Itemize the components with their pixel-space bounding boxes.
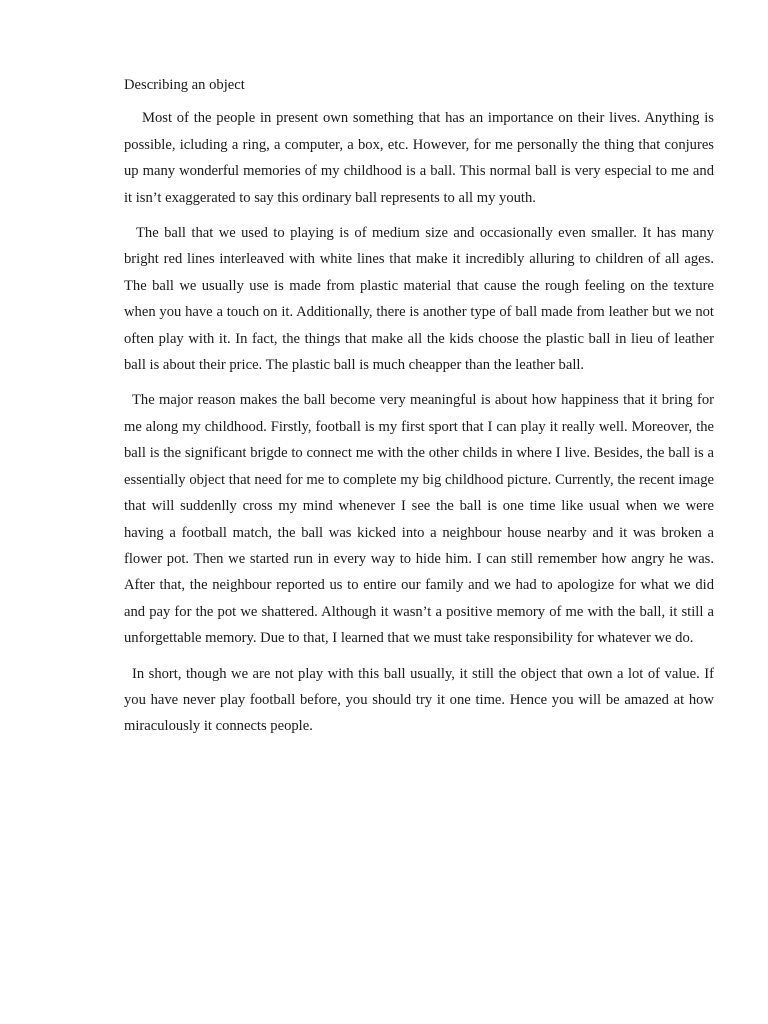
document-title: Describing an object xyxy=(124,77,245,93)
document-page xyxy=(124,72,714,749)
paragraph-memories: The major reason makes the ball become very meaningful is about how happiness that it bring for me along my childhood. Firstly, football is my first sport that I can play it really well. Moreover, the ball is the significant brigde to connect me with the other childs in where I live. Besides, the ball is a essentially object that need for me to complete my big childhood picture. Currently, the recent image that will suddenlly cross my mind whenever I see the ball is one time like usual when we were having a football match, the ball was kicked into a neighbour house nearby and it was broken a flower pot. Then we started run in every way to hide him. I can still remember how angry he was. After that, the neighbour reported us to entire our family and we had to apologize for what we did and pay for the pot we shattered. Although it wasn’t a positive memory of me with the ball, it still a unforgettable memory. Due to that, I learned that we must take responsibility for whatever we do. xyxy=(124,392,714,647)
paragraph-introduction: Most of the people in present own something that has an importance on their lives. Anything is possible, icluding a ring, a computer, a box, etc. However, for me personally the thing that conjures up many wonderful memories of my childhood is a ball. This normal ball is very especial to me and it isn’t exaggerated to say this ordinary ball represents to all my youth. xyxy=(124,110,714,206)
paragraph-ball-description: The ball that we used to playing is of medium size and occasionally even smaller. It has many bright red lines interleaved with white lines that make it incredibly alluring to children of all ages. The ball we usually use is made from plastic material that cause the rough feeling on the texture when you have a touch on it. Additionally, there is another type of ball made from leather but we not often play with it. In fact, the things that make all the kids choose the plastic ball in lieu of leather ball is about their price. The plastic ball is much cheapper than the leather ball. xyxy=(124,225,714,374)
paragraph-conclusion: In short, though we are not play with this ball usually, it still the object that own a lot of value. If you have never play football before, you should try it one time. Hence you will be amazed at how miraculously it connects people. xyxy=(124,665,714,735)
